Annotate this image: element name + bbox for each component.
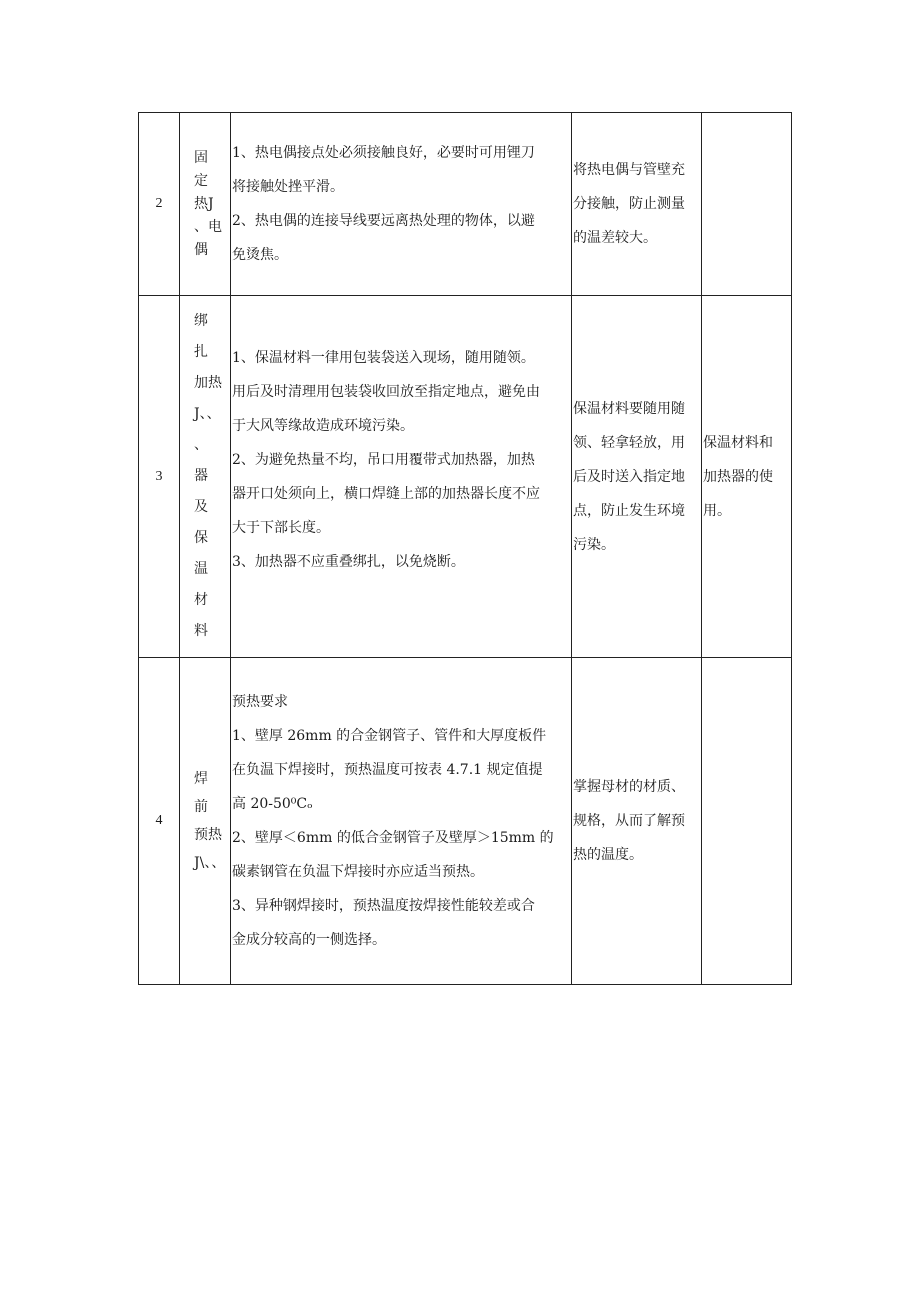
note-line: 热的温度。: [573, 847, 643, 863]
step-name-line: 热J: [194, 195, 214, 212]
note-line: 点，防止发生环境: [573, 502, 685, 519]
step-name-line: 焊 前: [194, 771, 208, 815]
content-line: 1、保温材料一律用包装袋送入现场，随用随领。: [232, 349, 535, 366]
table-body: [139, 113, 792, 985]
note-line: 分接触，防止测量: [573, 196, 685, 212]
step-name-line: 温 材: [194, 561, 208, 608]
step-content: [231, 296, 572, 658]
step-name-line: 加热: [194, 375, 222, 391]
note-line: 的温差较大。: [573, 230, 657, 246]
table-row: [139, 113, 792, 296]
row-number: 3: [139, 296, 180, 658]
content-line: 将接触处挫平滑。: [232, 179, 344, 195]
content-line: 于大风等缘故造成环境污染。: [232, 417, 414, 434]
content-line: 用后及时清理用包装袋收回放至指定地点，避免由: [232, 383, 540, 400]
note-line: 掌握母材的材质、: [573, 779, 685, 795]
content-line: 预热要求: [232, 694, 288, 710]
content-line: [232, 579, 569, 613]
step-name-line: 及 保: [194, 499, 208, 546]
step-name-line: 、电: [194, 218, 222, 235]
content-line: 2、为避免热量不均，吊口用覆带式加热器，加热: [232, 451, 535, 468]
content-line: 碳素钢管在负温下焊接时亦应适当预热。: [232, 864, 484, 880]
note-line: 后及时送入指定地: [573, 468, 685, 485]
step-name-line: 定: [194, 172, 208, 189]
table-row: [139, 658, 792, 985]
step-name-line: J\、、: [194, 855, 226, 871]
row-number: 2: [139, 113, 180, 296]
step-note: [572, 658, 702, 985]
note-line: 领、轻拿轻放，用: [573, 434, 685, 451]
step-extra: [702, 296, 792, 658]
step-content: [231, 658, 572, 985]
step-name-line: 绑 扎: [194, 313, 208, 360]
work-instruction-table: [138, 112, 792, 985]
content-line: 高 20-50⁰Cₒ: [232, 796, 313, 812]
row-number: 4: [139, 658, 180, 985]
step-note: [572, 113, 702, 296]
note-line: 将热电偶与管壁充: [573, 162, 685, 178]
content-line: 器开口处须向上，横口焊缝上部的加热器长度不应: [232, 485, 540, 502]
content-line: 2、热电偶的连接导线要远离热处理的物体，以避: [232, 213, 535, 229]
step-name: [180, 658, 231, 985]
content-line: 大于下部长度。: [232, 519, 330, 536]
table-row: [139, 296, 792, 658]
content-line: 1、热电偶接点处必须接触良好，必要时可用锂刀: [232, 145, 535, 161]
content-line: 3、异种钢焊接时，预热温度按焊接性能较差或合: [232, 898, 535, 914]
note-line: 保温材料要随用随: [573, 400, 685, 417]
step-name-line: J、、: [194, 406, 221, 422]
extra-line: 保温材料和: [703, 434, 773, 451]
step-name-line: 预热: [194, 827, 222, 843]
step-name-line: 固: [194, 149, 208, 166]
note-line: 规格，从而了解预: [573, 813, 685, 829]
extra-line: 用。: [703, 502, 731, 519]
content-line: 1、壁厚 26mm 的合金钢管子、管件和大厚度板件: [232, 728, 547, 744]
content-line: 在负温下焊接时，预热温度可按表 4.7.1 规定值提: [232, 762, 543, 778]
content-line: 金成分较高的一侧选择。: [232, 932, 386, 948]
step-name-line: 料: [194, 623, 208, 639]
extra-line: 加热器的使: [703, 468, 773, 485]
content-line: 3、加热器不应重叠绑扎，以免烧断。: [232, 553, 465, 570]
content-line: 免烫焦。: [232, 247, 288, 263]
content-line: 2、壁厚＜6mm 的低合金钢管子及壁厚＞15mm 的: [232, 830, 554, 846]
step-content: [231, 113, 572, 296]
step-name-line: 偶: [194, 241, 208, 258]
step-name: [180, 113, 231, 296]
step-extra: [702, 113, 792, 296]
step-name-line: 、 器: [194, 437, 208, 484]
step-extra: [702, 658, 792, 985]
step-note: [572, 296, 702, 658]
note-line: 污染。: [573, 536, 615, 553]
step-name: [180, 296, 231, 658]
